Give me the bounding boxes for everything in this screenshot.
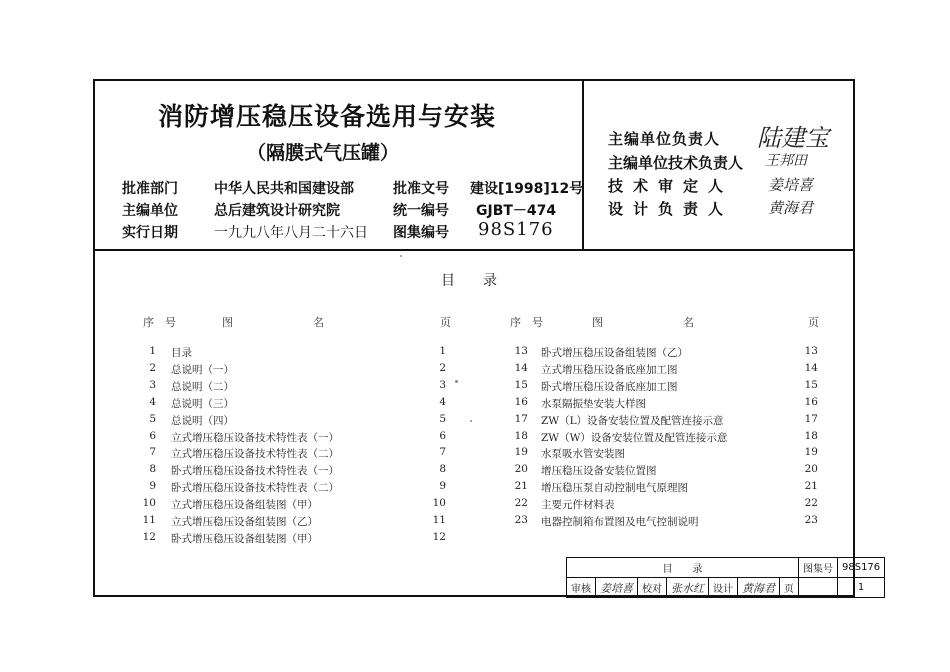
approval-dept-value: 中华人民共和国建设部: [214, 181, 354, 197]
toc-left-no: 5: [149, 412, 156, 425]
toc-left-no: 1: [149, 345, 156, 357]
toc-left-no: 3: [149, 378, 156, 391]
toc-right-page: 19: [804, 446, 818, 459]
toc-right-name: 水泵隔振垫安装大样图: [541, 397, 646, 410]
technical-reviewer-signature: 姜培喜: [768, 176, 814, 194]
toc-left-name: 立式增压稳压设备技术特性表（一）: [171, 431, 339, 444]
page-label: 页: [780, 578, 799, 598]
toc-left-page: 2: [439, 361, 446, 374]
toc-left-page: 1: [439, 345, 446, 357]
toc-left-page: 9: [439, 480, 446, 493]
check-signature: 张水红: [667, 578, 709, 598]
toc-right-page: 17: [804, 412, 818, 425]
document-subtitle: （隔膜式气压罐）: [247, 142, 400, 164]
page-label-2: [799, 578, 838, 598]
toc-left-name: 立式增压稳压设备组装图（甲）: [171, 499, 318, 512]
toc-left-name: 立式增压稳压设备组装图（乙）: [171, 516, 318, 528]
toc-left-page: 11: [432, 514, 446, 526]
toc-right-name: 增压稳压设备安装位置图: [541, 465, 657, 478]
toc-left-name: 目录: [171, 347, 192, 359]
chief-editor-label: 主编单位负责人: [608, 130, 721, 148]
toc-left-name: 立式增压稳压设备技术特性表（二）: [171, 448, 339, 461]
toc-left-no: 8: [149, 463, 156, 476]
review-signature: 姜培喜: [596, 578, 638, 598]
approval-doc-label: 批准文号: [393, 181, 449, 197]
design-lead-label: 设计负责人: [608, 200, 734, 218]
atlas-label: 图集号: [799, 558, 838, 578]
toc-right-page: 14: [804, 361, 818, 374]
check-label: 校对: [638, 578, 667, 598]
toc-left-name: 总说明（二）: [171, 380, 234, 393]
toc-right-page: 23: [804, 514, 818, 526]
col-page-left: 页: [440, 316, 451, 329]
unified-number-label: 统一编号: [393, 203, 449, 219]
editor-unit-value: 总后建筑设计研究院: [214, 203, 340, 219]
toc-left-page: 6: [439, 429, 446, 442]
header-divider: [93, 249, 855, 251]
toc-right-name: ZW（L）设备安装位置及配管连接示意: [541, 414, 724, 427]
col-no-left: 序 号: [143, 316, 176, 329]
effective-date-label: 实行日期: [122, 225, 178, 241]
toc-right-no: 23: [514, 514, 528, 526]
toc-right-no: 15: [514, 378, 528, 391]
chief-editor-signature: 陆建宝: [757, 124, 829, 152]
col-name-right-a: 图: [592, 316, 603, 329]
toc-left-no: 9: [149, 480, 156, 493]
toc-left-page: 3: [439, 378, 446, 391]
toc-right-page: 15: [804, 378, 818, 391]
toc-left-no: 4: [149, 395, 156, 408]
toc-right-name: 主要元件材料表: [541, 499, 615, 512]
toc-right-page: 18: [804, 429, 818, 442]
unified-number-value: GJBT－474: [476, 203, 557, 219]
toc-left-page: 4: [439, 395, 446, 408]
toc-left-no: 12: [142, 530, 156, 543]
col-name-left-a: 图: [222, 316, 233, 329]
scan-speck: [455, 380, 458, 383]
toc-right-name: 电器控制箱布置图及电气控制说明: [541, 516, 699, 528]
toc-right-no: 18: [514, 429, 528, 442]
toc-left-no: 7: [149, 446, 156, 459]
technical-chief-signature: 王邦田: [765, 153, 807, 169]
toc-right-no: 22: [514, 497, 528, 510]
toc-right-no: 21: [514, 480, 528, 493]
col-no-right: 序 号: [510, 316, 543, 329]
toc-left-name: 总说明（一）: [171, 363, 234, 376]
toc-left-name: 卧式增压稳压设备组装图（甲）: [171, 532, 318, 545]
toc-heading: 目 录: [441, 273, 497, 289]
toc-right-no: 13: [514, 345, 528, 357]
toc-left-page: 7: [439, 446, 446, 459]
toc-right-no: 20: [514, 463, 528, 476]
approval-dept-label: 批准部门: [122, 181, 178, 197]
toc-right-no: 16: [514, 395, 528, 408]
scan-speck: [470, 420, 472, 422]
toc-right-no: 19: [514, 446, 528, 459]
toc-right-name: 增压稳压泵自动控制电气原理图: [541, 482, 688, 495]
atlas-value: 98S176: [838, 558, 885, 578]
toc-right-name: 立式增压稳压设备底座加工图: [541, 363, 678, 376]
technical-reviewer-label: 技术审定人: [608, 177, 734, 195]
toc-left-name: 卧式增压稳压设备技术特性表（二）: [171, 482, 339, 495]
document-title: 消防增压稳压设备选用与安装: [158, 102, 497, 131]
review-label: 审核: [567, 578, 596, 598]
toc-left-name: 卧式增压稳压设备技术特性表（一）: [171, 465, 339, 478]
scan-speck: [400, 255, 402, 257]
col-name-left-b: 名: [313, 316, 324, 329]
toc-left-no: 2: [149, 361, 156, 374]
header-vertical-divider: [582, 79, 584, 250]
approval-doc-value: 建设[1998]12号: [470, 181, 584, 197]
title-block-name: 目 录: [567, 558, 799, 578]
toc-left-no: 10: [142, 497, 156, 510]
col-page-right: 页: [808, 316, 819, 329]
design-lead-signature: 黄海君: [768, 199, 814, 217]
toc-left-page: 5: [439, 412, 446, 425]
toc-left-no: 6: [149, 429, 156, 442]
effective-date-value: 一九九八年八月二十六日: [214, 225, 368, 241]
toc-right-no: 14: [514, 361, 528, 374]
technical-chief-label: 主编单位技术负责人: [608, 154, 744, 172]
toc-left-no: 11: [142, 514, 156, 526]
toc-left-page: 10: [432, 497, 446, 510]
toc-right-page: 21: [804, 480, 818, 493]
page-value: 1: [838, 578, 885, 598]
toc-right-page: 20: [804, 463, 818, 476]
toc-left-page: 12: [432, 530, 446, 543]
title-block: [566, 557, 885, 598]
toc-right-name: 卧式增压稳压设备底座加工图: [541, 380, 678, 393]
toc-right-name: 水泵吸水管安装图: [541, 448, 625, 461]
atlas-number-label: 图集编号: [393, 225, 449, 241]
atlas-number-value: 98S176: [478, 219, 554, 240]
col-name-right-b: 名: [683, 316, 694, 329]
toc-left-page: 8: [439, 463, 446, 476]
toc-left-name: 总说明（四）: [171, 414, 234, 427]
editor-unit-label: 主编单位: [122, 203, 178, 219]
toc-right-page: 13: [804, 345, 818, 357]
toc-left-name: 总说明（三）: [171, 397, 234, 410]
toc-right-page: 22: [804, 497, 818, 510]
toc-right-name: ZW（W）设备安装位置及配管连接示意: [541, 431, 728, 444]
design-signature: 黄海君: [738, 578, 780, 598]
toc-right-name: 卧式增压稳压设备组装图（乙）: [541, 347, 688, 359]
design-label: 设计: [709, 578, 738, 598]
toc-right-page: 16: [804, 395, 818, 408]
toc-right-no: 17: [514, 412, 528, 425]
